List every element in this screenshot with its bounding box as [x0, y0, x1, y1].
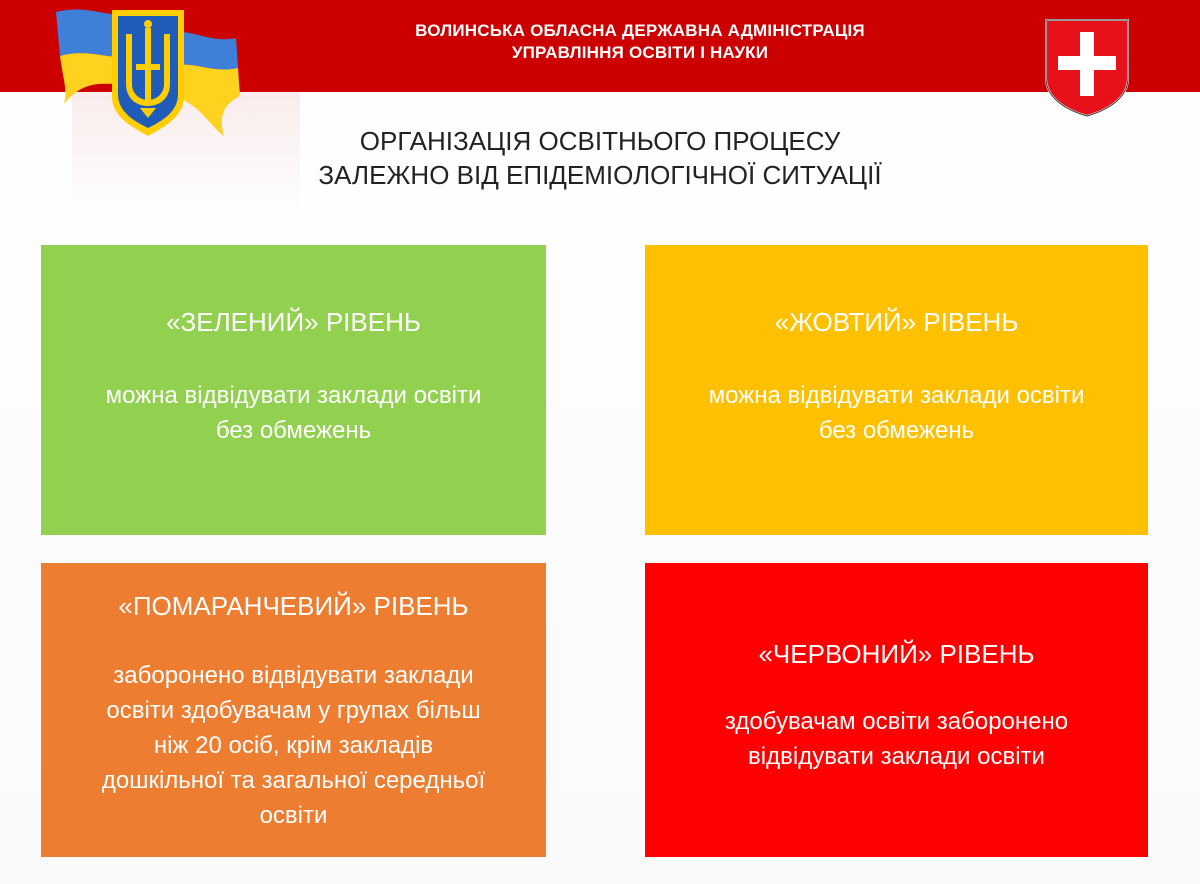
level-label: «ЖОВТИЙ» РІВЕНЬ	[774, 307, 1019, 337]
desc-line: без обмежень	[215, 417, 372, 444]
level-description	[106, 378, 482, 448]
desc-line: без обмежень	[818, 417, 975, 444]
organization-name	[300, 20, 980, 64]
desc-line: можна відвідувати заклади освіти	[708, 382, 1085, 409]
page-title	[200, 124, 1000, 192]
desc-line: можна відвідувати заклади освіти	[105, 382, 482, 409]
org-name-line2: УПРАВЛІННЯ ОСВІТИ І НАУКИ	[511, 43, 769, 62]
page-title-line1: ОРГАНІЗАЦІЯ ОСВІТНЬОГО ПРОЦЕСУ	[359, 126, 841, 156]
ukraine-flag-trident-icon	[48, 4, 248, 140]
desc-line: дошкільної та загальної середньої	[101, 766, 486, 794]
desc-line: заборонено відвідувати заклади	[113, 661, 474, 689]
desc-line: відвідувати заклади освіти	[748, 743, 1045, 770]
level-description	[725, 704, 1068, 774]
org-name-line1: ВОЛИНСЬКА ОБЛАСНА ДЕРЖАВНА АДМІНІСТРАЦІЯ	[415, 21, 865, 40]
desc-line: освіти здобувачам у групах більш	[106, 696, 481, 724]
volyn-coat-of-arms-icon	[1044, 18, 1130, 118]
desc-line: ніж 20 осіб, крім закладів	[153, 731, 434, 759]
level-label: «ЧЕРВОНИЙ» РІВЕНЬ	[758, 639, 1035, 669]
card-red-level	[645, 563, 1148, 857]
card-green-level	[41, 245, 546, 535]
level-description	[102, 658, 485, 833]
card-yellow-level	[645, 245, 1148, 535]
level-label: «ЗЕЛЕНИЙ» РІВЕНЬ	[166, 307, 421, 337]
desc-line: освіти	[259, 801, 328, 829]
desc-line: здобувачам освіти заборонено	[724, 708, 1069, 735]
card-orange-level	[41, 563, 546, 857]
level-label: «ПОМАРАНЧЕВИЙ» РІВЕНЬ	[118, 590, 469, 621]
page-title-line2: ЗАЛЕЖНО ВІД ЕПІДЕМІОЛОГІЧНОЇ СИТУАЦІЇ	[318, 160, 882, 190]
level-description	[709, 378, 1085, 448]
